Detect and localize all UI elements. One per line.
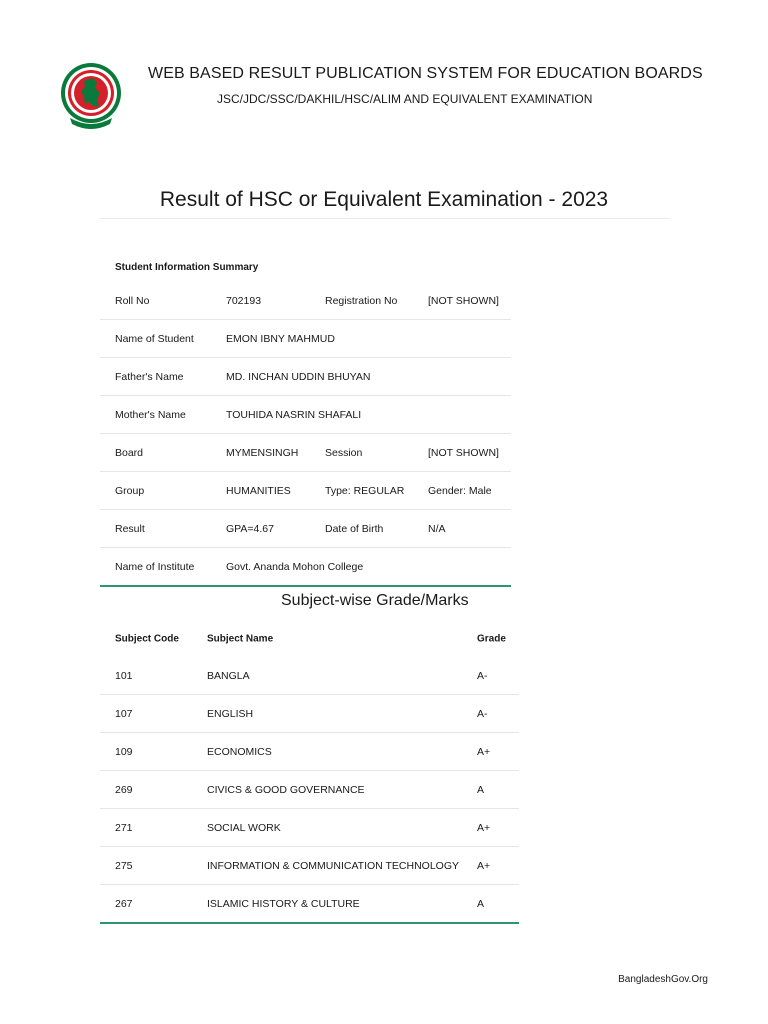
info-label: Mother's Name <box>115 408 186 421</box>
info-label: Result <box>115 522 145 535</box>
footer-source: BangladeshGov.Org <box>618 974 708 985</box>
info-label: Registration No <box>325 294 398 307</box>
info-row-board <box>100 434 511 472</box>
info-row-student-name <box>100 320 511 358</box>
info-row-mother-name <box>100 396 511 434</box>
info-label: Name of Institute <box>115 560 195 573</box>
info-label: Group <box>115 484 145 497</box>
subject-grade: A+ <box>477 821 491 834</box>
subject-name: ECONOMICS <box>207 745 272 758</box>
subject-code: 275 <box>115 859 133 872</box>
info-value: N/A <box>428 522 446 535</box>
table-row <box>100 657 519 695</box>
subject-grade: A <box>477 897 485 910</box>
info-row-roll <box>100 282 511 320</box>
subject-grade: A <box>477 783 485 796</box>
system-subtitle: JSC/JDC/SSC/DAKHIL/HSC/ALIM AND EQUIVALENT EXAMINATION <box>217 92 593 106</box>
student-info-table <box>100 254 511 587</box>
subject-code: 109 <box>115 745 133 758</box>
info-value: MYMENSINGH <box>226 446 299 459</box>
subject-grade: A+ <box>477 859 491 872</box>
info-value: Type: REGULAR <box>325 484 405 497</box>
subject-code: 269 <box>115 783 133 796</box>
subject-name: ENGLISH <box>207 707 254 720</box>
table-row <box>100 733 519 771</box>
subject-grades-table <box>100 620 519 924</box>
info-value: [NOT SHOWN] <box>428 446 499 459</box>
column-header: Grade <box>477 633 506 644</box>
info-row-institute <box>100 548 511 587</box>
info-value: HUMANITIES <box>226 484 291 497</box>
subject-name: BANGLA <box>207 669 250 682</box>
column-header: Subject Code <box>115 633 179 644</box>
divider <box>100 218 670 219</box>
info-value: Gender: Male <box>428 484 492 497</box>
info-value: 702193 <box>226 294 262 307</box>
table-row <box>100 847 519 885</box>
table-header <box>100 620 519 657</box>
info-label: Board <box>115 446 144 459</box>
table-row <box>100 771 519 809</box>
government-seal-icon <box>60 60 122 132</box>
info-label: Father's Name <box>115 370 184 383</box>
subject-code: 107 <box>115 707 133 720</box>
subject-code: 101 <box>115 669 133 682</box>
subject-grade: A+ <box>477 745 491 758</box>
subject-grade: A- <box>477 707 488 720</box>
student-info-heading: Student Information Summary <box>115 262 259 273</box>
subject-grades-heading: Subject-wise Grade/Marks <box>281 592 469 609</box>
table-row <box>100 695 519 733</box>
subject-name: CIVICS & GOOD GOVERNANCE <box>207 783 365 796</box>
info-row-father-name <box>100 358 511 396</box>
subject-name: INFORMATION & COMMUNICATION TECHNOLOGY <box>207 859 460 872</box>
table-row <box>100 809 519 847</box>
table-row <box>100 885 519 924</box>
info-row-result <box>100 510 511 548</box>
info-value: TOUHIDA NASRIN SHAFALI <box>226 408 362 421</box>
system-title: WEB BASED RESULT PUBLICATION SYSTEM FOR EDUCATION BOARDS <box>148 65 703 82</box>
subject-name: SOCIAL WORK <box>207 821 281 834</box>
info-value: GPA=4.67 <box>226 522 274 535</box>
page-title: Result of HSC or Equivalent Examination - 2023 <box>159 188 609 212</box>
info-label: Session <box>325 446 363 459</box>
column-header: Subject Name <box>207 633 274 644</box>
info-value: MD. INCHAN UDDIN BHUYAN <box>226 370 371 383</box>
info-label: Roll No <box>115 294 150 307</box>
subject-name: ISLAMIC HISTORY & CULTURE <box>207 897 360 910</box>
info-label: Date of Birth <box>325 522 384 535</box>
subject-code: 267 <box>115 897 133 910</box>
subject-code: 271 <box>115 821 133 834</box>
info-label: Name of Student <box>115 332 194 345</box>
info-value: EMON IBNY MAHMUD <box>226 332 335 345</box>
info-value: Govt. Ananda Mohon College <box>226 560 364 573</box>
info-value: [NOT SHOWN] <box>428 294 499 307</box>
info-row-group <box>100 472 511 510</box>
subject-grade: A- <box>477 669 488 682</box>
